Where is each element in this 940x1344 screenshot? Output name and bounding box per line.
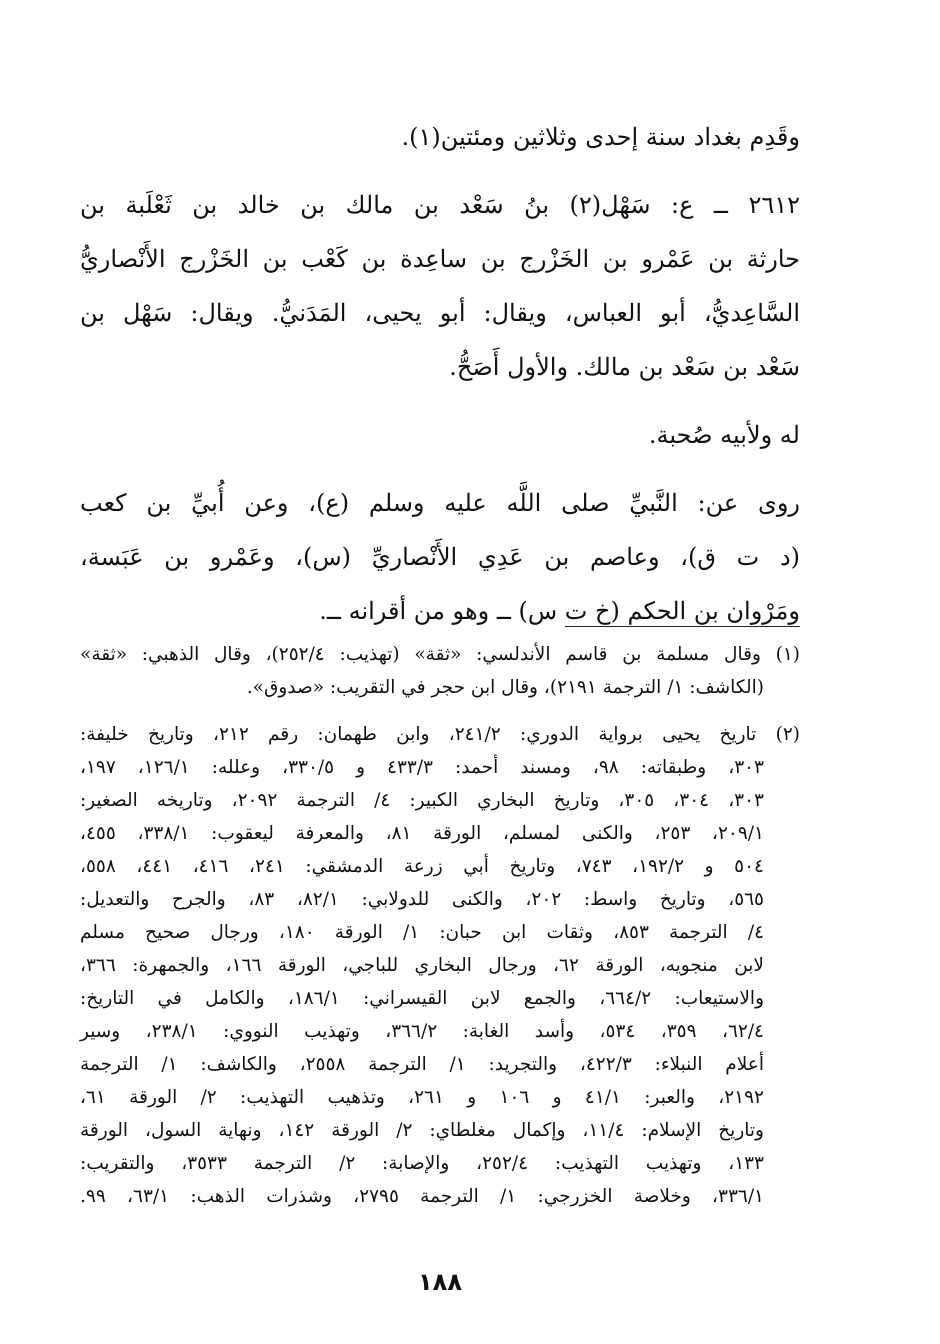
footnote-line: ٣٠٣، ٣٠٤، ٣٠٥، وتاريخ البخاري الكبير: ٤/ الترجمة ٢٠٩٢، وتاريخه الصغير: xyxy=(80,790,764,811)
footnote-2 xyxy=(80,718,800,1213)
narrated-line: ومَرْوان بن الحكم (خ ت س) ــ وهو من أقرانه ــ. xyxy=(319,597,800,625)
entry-heading-line: ٢٦١٢ ــ ع: سَهْل(٢) بنُ سَعْد بن مالك بن خالد بن ثَعْلَبة بن xyxy=(80,191,800,219)
footnote-line: ٥٦٥، وتاريخ واسط: ٢٠٢، والكنى للدولابي: ٨٢/١، ٨٣، والجرح والتعديل: xyxy=(80,889,764,910)
intro-line: وقَدِم بغداد سنة إحدى وثلاثين ومئتين(١). xyxy=(401,123,800,151)
footnote-line: والاستيعاب: ٦٦٤/٢، والجمع لابن القيسراني: ١٨٦/١، والكامل في التاريخ: xyxy=(80,988,764,1009)
footnotes xyxy=(80,626,800,1213)
footnote-line: ٣٣٦/١، وخلاصة الخزرجي: ١/ الترجمة ٢٧٩٥، وشذرات الذهب: ٦٣/١، ٩٩. xyxy=(80,1186,764,1207)
page-number: ١٨٨ xyxy=(418,1268,462,1296)
footnote-line: أعلام النبلاء: ٤٢٢/٣، والتجريد: ١/ الترجمة ٢٥٥٨، والكاشف: ١/ الترجمة xyxy=(80,1054,764,1075)
entry-line: السَّاعِديُّ، أبو العباس، ويقال: أبو يحيى، المَدَنيُّ. ويقال: سَهْل بن xyxy=(80,299,800,327)
footnote-line: (الكاشف: ١/ الترجمة ٢١٩١)، وقال ابن حجر في التقريب: «صدوق». xyxy=(246,677,764,698)
footnote-line: (١) وقال مسلمة بن قاسم الأندلسي: «ثقة» (تهذيب: ٢٥٢/٤)، وقال الذهبي: «ثقة» xyxy=(80,644,800,665)
footnote-line: (٢) تاريخ يحيى برواية الدوري: ٢٤١/٢، وابن طهمان: رقم ٢١٢، وتاريخ خليفة: xyxy=(80,724,800,745)
entry-line: حارثة بن عَمْرو بن الخَزْرج بن ساعِدة بن كَعْب بن الخَزْرج الأَنْصاريُّ xyxy=(80,245,800,273)
footnote-line: ٢١٩٢، والعبر: ٤١/١ و ١٠٦ و ٢٦١، وتذهيب التهذيب: ٢/ الورقة ٦١، xyxy=(80,1087,764,1108)
footnote-line: ١٣٣، وتهذيب التهذيب: ٢٥٢/٤، والإصابة: ٢/ الترجمة ٣٥٣٣، والتقريب: xyxy=(80,1153,764,1174)
footnote-line: ٣٠٣، وطبقاته: ٩٨، ومسند أحمد: ٤٣٣/٣ و ٣٣٠/٥، وعلله: ١٢٦/١، ١٩٧، xyxy=(80,757,764,778)
footnote-line: لابن منجويه، الورقة ٦٢، ورجال البخاري للباجي، الورقة ١٦٦، والجمهرة: ٣٦٦، xyxy=(80,955,764,976)
narrated-line: (د ت ق)، وعاصم بن عَدِي الأَنْصاريِّ (س)، وعَمْرو بن عَبَسة، xyxy=(80,543,800,571)
book-page xyxy=(80,0,800,1344)
footnote-line: ٢٠٩/١، ٢٥٣، والكنى لمسلم، الورقة ٨١، والمعرفة ليعقوب: ٣٣٨/١، ٤٥٥، xyxy=(80,823,764,844)
main-text xyxy=(80,110,800,638)
footnote-1 xyxy=(80,638,800,704)
footnote-line: وتاريخ الإسلام: ١١/٤، وإكمال مغلطاي: ٢/ الورقة ١٤٢، ونهاية السول، الورقة xyxy=(80,1120,764,1141)
companion-line: له ولأبيه صُحبة. xyxy=(648,421,800,449)
footnote-line: ٦٢/٤، ٣٥٩، ٥٣٤، وأسد الغابة: ٣٦٦/٢، وتهذيب النووي: ٢٣٨/١، وسير xyxy=(80,1021,764,1042)
entry-line: سَعْد بن سَعْد بن مالك. والأول أَصَحُّ. xyxy=(449,353,800,381)
narrated-line: روى عن: النَّبيِّ صلى اللَّه عليه وسلم (ع)، وعن أُبيِّ بن كعب xyxy=(80,489,800,517)
footnote-line: ٤/ الترجمة ٨٥٣، وثقات ابن حبان: ١/ الورقة ١٨٠، ورجال صحيح مسلم xyxy=(80,922,764,943)
footnote-line: ٥٠٤ و ١٩٢/٢، ٧٤٣، وتاريخ أبي زرعة الدمشقي: ٢٤١، ٤١٦، ٤٤١، ٥٥٨، xyxy=(80,856,764,877)
